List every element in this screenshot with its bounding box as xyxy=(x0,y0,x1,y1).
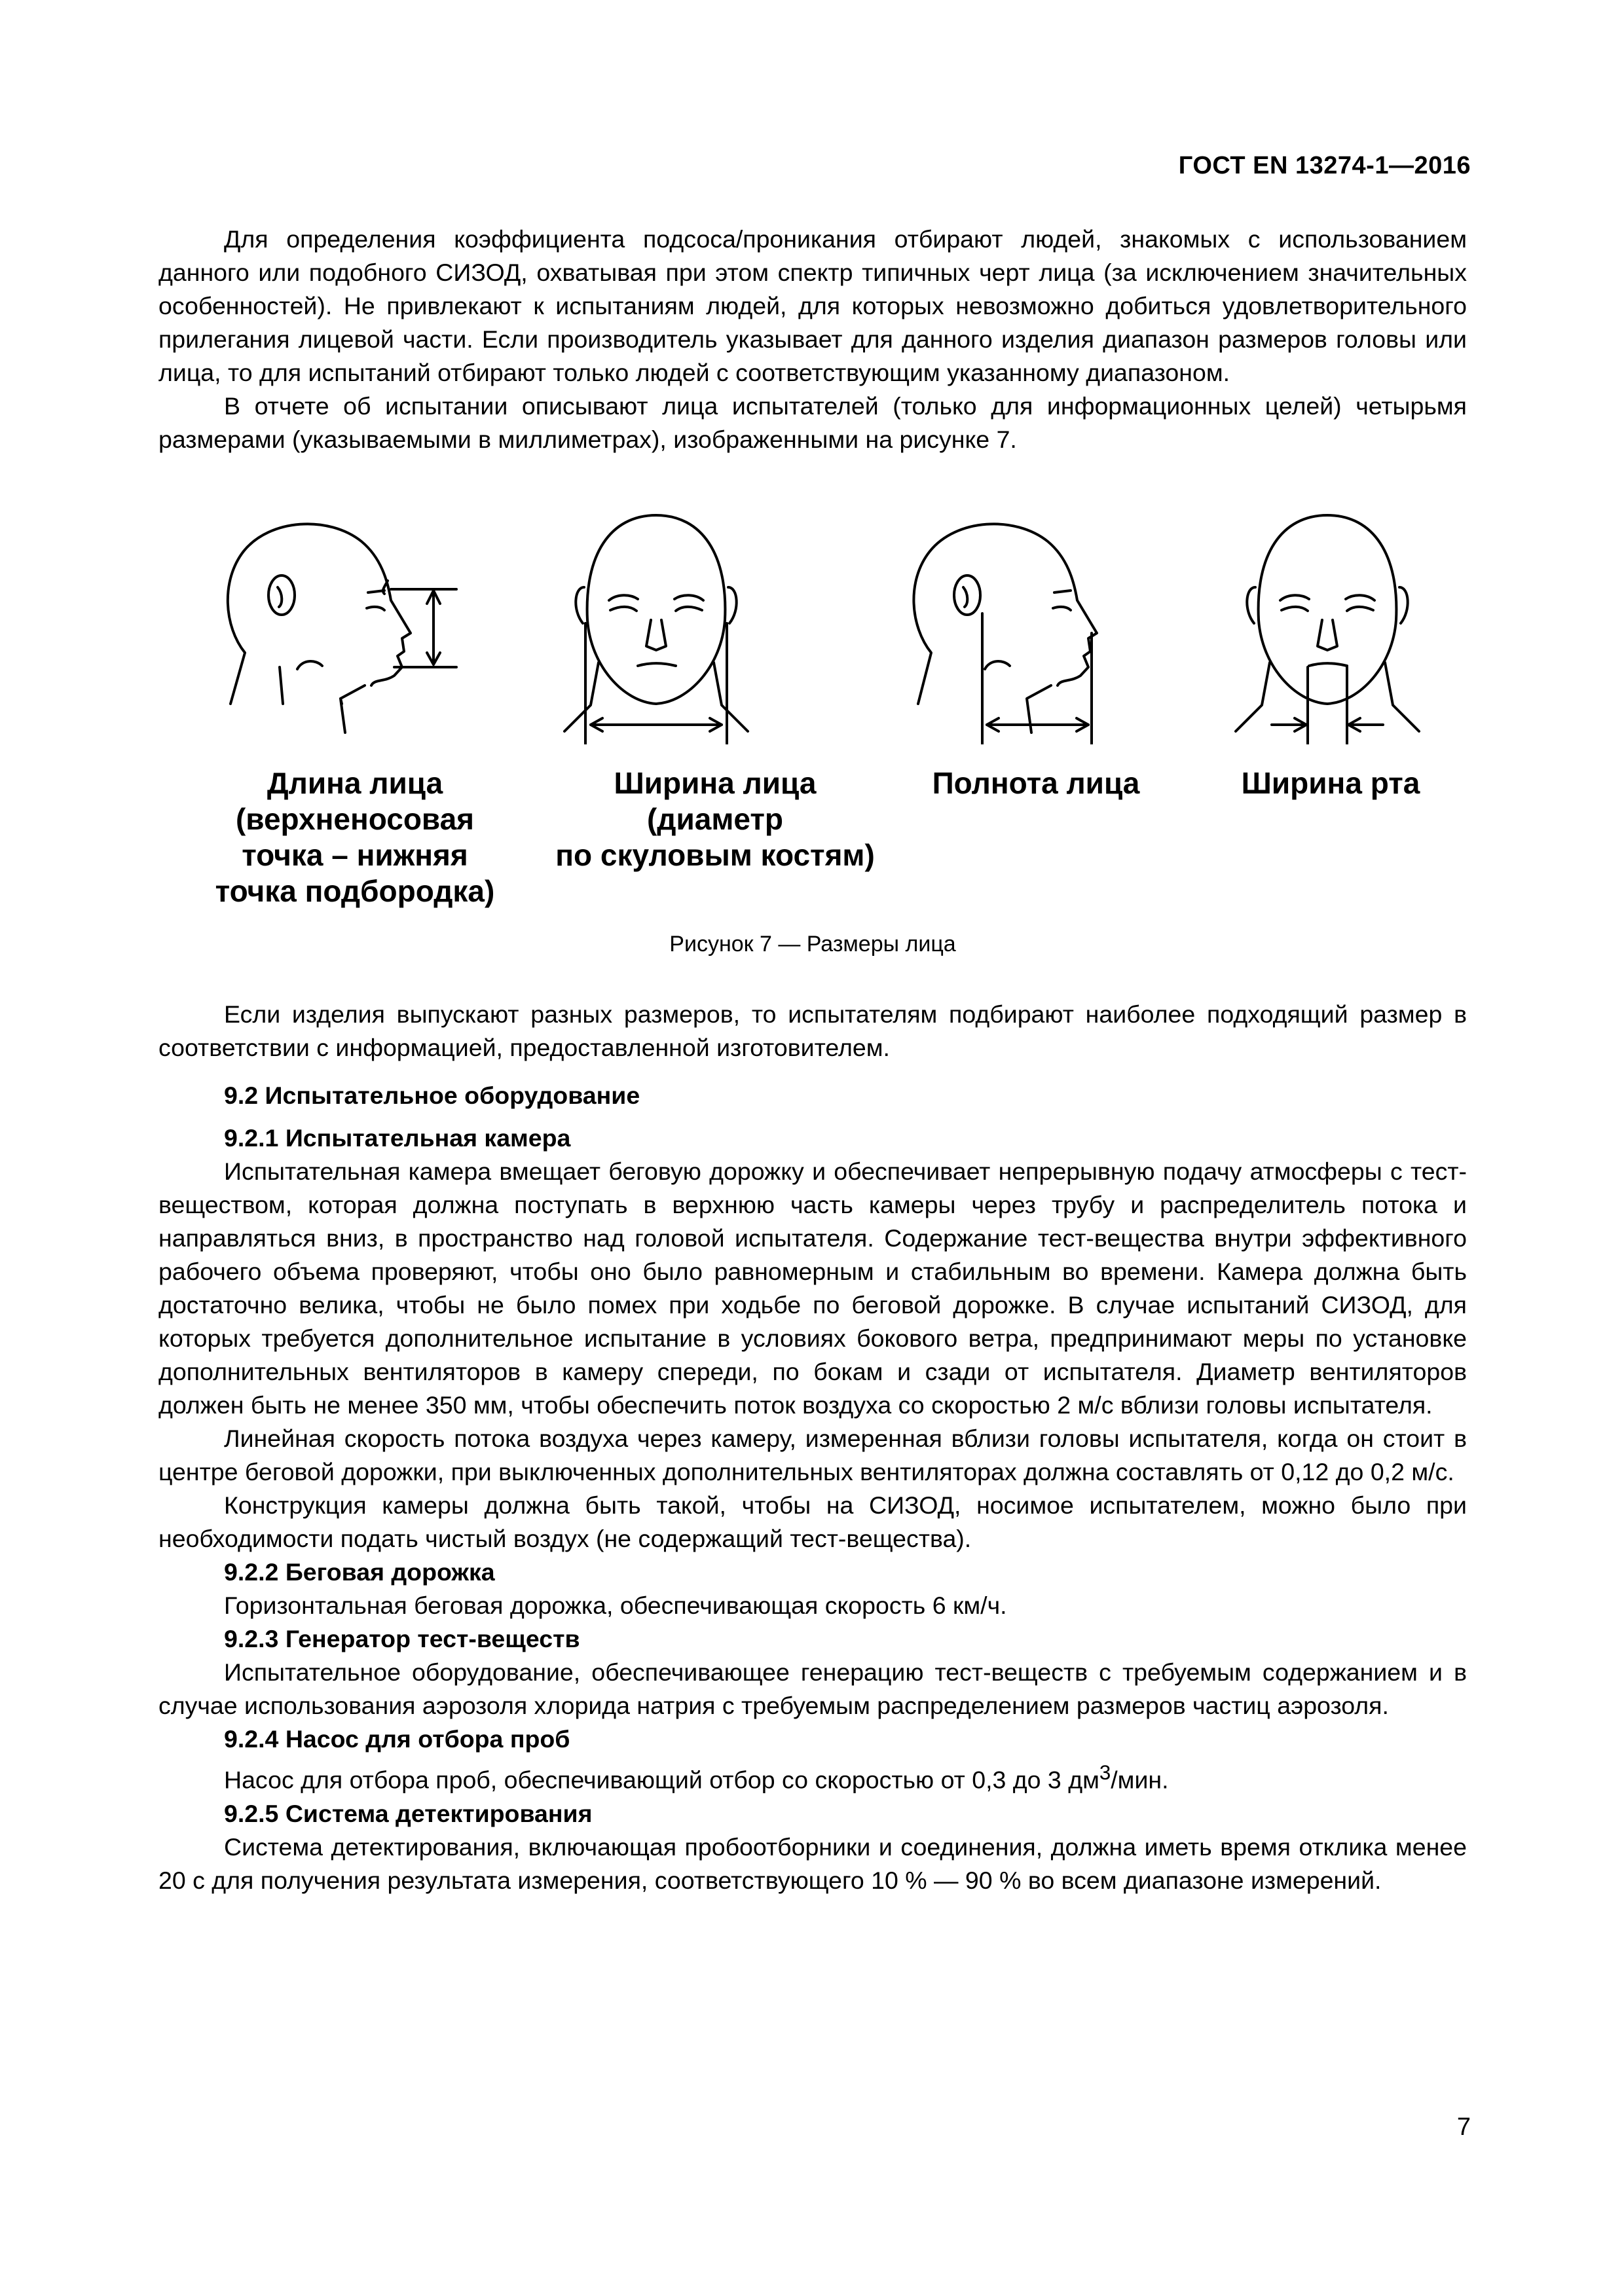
section-9-2-2-title: 9.2.2 Беговая дорожка xyxy=(224,1558,495,1586)
intro-paragraph-2: В отчете об испытании описывают лица испытателей (только для информационных целей) четырьмя размерами (указываемыми в миллиметрах), изображенными на рисунке 7. xyxy=(158,392,1467,453)
section-9-2-title: 9.2 Испытательное оборудование xyxy=(224,1082,640,1109)
label-mouth-width: Ширина рта xyxy=(1241,766,1420,800)
figure-7-face-dimensions xyxy=(158,496,1467,928)
label-face-length: Длина лица (верхненосовая точка – нижняя точка подбородка) xyxy=(215,766,495,908)
section-9-2-2-paragraph: Горизонтальная беговая дорожка, обеспечивающая скорость 6 км/ч. xyxy=(224,1592,1007,1619)
section-9-2-5-paragraph: Система детектирования, включающая пробоотборники и соединения, должна иметь время отклика менее 20 с для получения результата измерения, соответствующего 10 % — 90 % во всем диапазоне измерений. xyxy=(158,1832,1467,1894)
label-face-width: Ширина лица (диаметр по скуловым костям) xyxy=(555,766,875,872)
section-9-2-5-title: 9.2.5 Система детектирования xyxy=(224,1799,593,1827)
page-body xyxy=(158,223,1467,1897)
frontal-head-mouth-width-drawing xyxy=(1236,515,1419,744)
section-9-2-3-paragraph: Испытательное оборудование, обеспечивающее генерацию тест-веществ с требуемым содержанием и в случае использования аэрозоля хлорида натрия с требуемым распределением размеров частиц аэрозоля. xyxy=(158,1658,1467,1719)
document-code-header: ГОСТ EN 13274-1—2016 xyxy=(1178,152,1471,179)
section-9-2-4-paragraph: Насос для отбора проб, обеспечивающий отбор со скоростью от 0,3 до 3 $дм^3$/мин. xyxy=(224,1761,1169,1794)
page-number: 7 xyxy=(1456,2113,1471,2141)
label-face-depth: Полнота лица xyxy=(932,766,1140,800)
profile-head-face-length-drawing xyxy=(228,524,456,733)
after-figure-paragraph: Если изделия выпускают разных размеров, то испытателям подбирают наиболее подходящий размер в соответствии с информацией, предоставленной изготовителем. xyxy=(158,1000,1467,1061)
section-9-2-4-title: 9.2.4 Насос для отбора проб xyxy=(224,1725,570,1753)
section-9-2-1-title: 9.2.1 Испытательная камера xyxy=(224,1124,571,1152)
section-9-2-3-title: 9.2.3 Генератор тест-веществ xyxy=(224,1625,580,1652)
frontal-head-face-width-drawing xyxy=(564,515,748,744)
section-9-2-1-paragraph-1: Испытательная камера вмещает беговую дорожку и обеспечивает непрерывную подачу атмосферы с тест-веществом, которая должна поступать в верхнюю часть камеры через трубу и распределитель потока и направляться вниз, в пространство над головой испытателя. Содержание тест-вещества внутри эффективного рабочего объема проверяют, чтобы оно было равномерным и стабильным во времени. Камера должна быть достаточно велика, чтобы не было помех при ходьбе по беговой дорожке. В случае испытаний СИЗОД, для которых требуется дополнительное испытание в условиях бокового ветра, предпринимают меры по установке дополнительных вентиляторов в камеру спереди, по бокам и сзади от испытателя. Диаметр вентиляторов должен быть не менее 350 мм, чтобы обеспечить поток воздуха со скоростью 2 м/с вблизи головы испытателя. xyxy=(158,1157,1467,1419)
figure-caption: Рисунок 7 — Размеры лица xyxy=(669,932,956,957)
face-dimension-drawings xyxy=(158,496,1467,744)
intro-paragraph-1: Для определения коэффициента подсоса/проникания отбирают людей, знакомых с использованием данного или подобного СИЗОД, охватывая при этом спектр типичных черт лица (за исключением значительных особенностей). Не привлекают к испытаниям людей, для которых невозможно добиться удовлетворительного прилегания лицевой части. Если производитель указывает для данного изделия диапазон размеров головы или лица, то для испытаний отбирают только людей с соответствующим указанному диапазоном. xyxy=(158,225,1467,386)
section-9-2-1-paragraph-2: Линейная скорость потока воздуха через камеру, измеренная вблизи головы испытателя, когда он стоит в центре беговой дорожки, при выключенных дополнительных вентиляторах должна составлять от 0,12 до 0,2 м/с. xyxy=(158,1425,1467,1485)
section-9-2-1-paragraph-3: Конструкция камеры должна быть такой, чтобы на СИЗОД, носимое испытателем, можно было при необходимости подать чистый воздух (не содержащий тест-вещества). xyxy=(158,1491,1467,1552)
profile-head-face-depth-drawing xyxy=(913,524,1097,744)
